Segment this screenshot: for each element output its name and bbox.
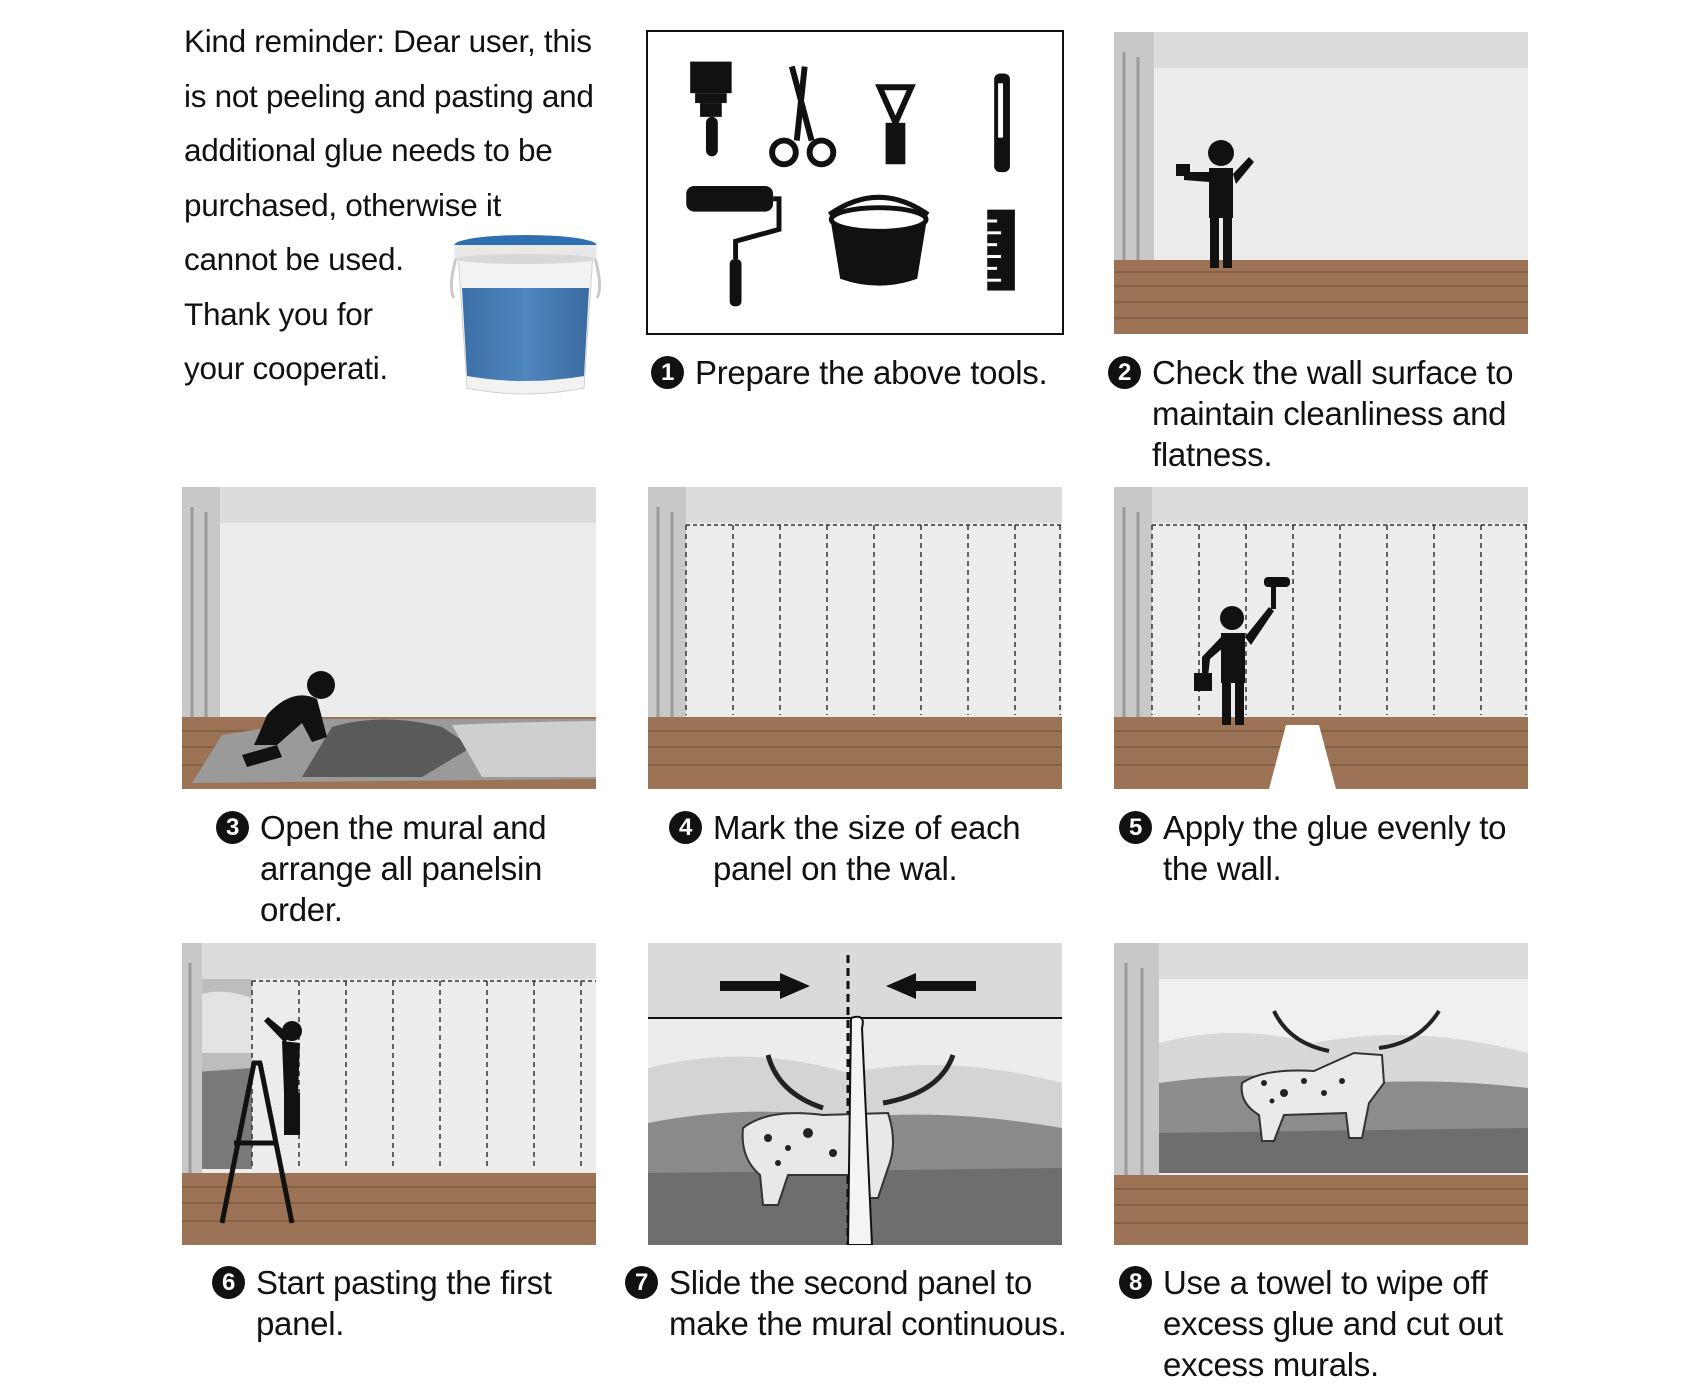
step-8-caption <box>1119 1262 1503 1385</box>
tools-panel <box>646 30 1064 335</box>
step-number-badge: 5 <box>1119 811 1152 844</box>
step-number-badge: 2 <box>1108 356 1141 389</box>
step-5-image <box>1114 487 1528 789</box>
step-caption-line: Apply the glue evenly to <box>1163 809 1507 846</box>
step-caption-line: flatness. <box>1152 436 1273 473</box>
step-7-caption <box>625 1262 1067 1344</box>
step-caption-line: Slide the second panel to <box>669 1264 1033 1301</box>
glue-bucket-icon <box>448 228 603 398</box>
step-6-caption <box>212 1262 552 1344</box>
step-caption-line: maintain cleanliness and <box>1152 395 1507 432</box>
step-caption-line: the wall. <box>1163 850 1282 887</box>
reminder-line: purchased, otherwise it <box>184 186 502 223</box>
step-caption-line: arrange all panelsin <box>260 850 543 887</box>
step-2-image <box>1114 32 1528 334</box>
step-8-image <box>1114 943 1528 1245</box>
step-caption-line: excess murals. <box>1163 1346 1379 1383</box>
reminder-line: your cooperati. <box>184 350 388 386</box>
step-caption-line: Open the mural and <box>260 809 547 846</box>
step-2-caption <box>1108 352 1700 475</box>
step-number-badge: 3 <box>216 811 249 844</box>
step-caption-line: Use a towel to wipe off <box>1163 1264 1488 1301</box>
step-caption-line: Mark the size of each <box>713 809 1021 846</box>
reminder-line: is not peeling and pasting and <box>184 77 594 114</box>
step-number-badge: 1 <box>651 356 684 389</box>
reminder-line: Kind reminder: Dear user, this <box>184 23 592 59</box>
step-caption-line: order. <box>260 891 343 928</box>
reminder-line: additional glue needs to be <box>184 132 553 168</box>
step-number-badge: 6 <box>212 1266 245 1299</box>
step-3-caption <box>216 807 546 930</box>
step-6-image <box>182 943 596 1245</box>
step-number-badge: 4 <box>669 811 702 844</box>
bucket-icon <box>829 197 928 285</box>
scraper-icon <box>880 87 912 164</box>
step-caption-line: make the mural continuous. <box>669 1305 1067 1342</box>
step-caption-line: Start pasting the first <box>256 1264 552 1301</box>
step-caption-line: Check the wall surface to <box>1152 354 1514 391</box>
step-4-caption <box>669 807 1020 889</box>
utility-knife-icon <box>994 73 1010 172</box>
step-5-caption <box>1119 807 1506 889</box>
scissors-icon <box>772 67 833 165</box>
step-7-image <box>648 943 1062 1245</box>
step-number-badge: 8 <box>1119 1266 1152 1299</box>
step-1-caption <box>651 352 1047 393</box>
reminder-line: Thank you for <box>184 295 373 332</box>
step-4-image <box>648 487 1062 789</box>
step-caption-line: Prepare the above tools. <box>695 354 1048 391</box>
step-caption-line: panel on the wal. <box>713 850 958 887</box>
reminder-line: cannot be used. <box>184 241 404 277</box>
step-number-badge: 7 <box>625 1266 658 1299</box>
step-3-image <box>182 487 596 789</box>
paintbrush-icon <box>690 62 731 157</box>
paint-roller-icon <box>686 186 779 306</box>
step-caption-line: panel. <box>256 1305 345 1342</box>
step-caption-line: excess glue and cut out <box>1163 1305 1503 1342</box>
ruler-icon <box>987 210 1015 291</box>
